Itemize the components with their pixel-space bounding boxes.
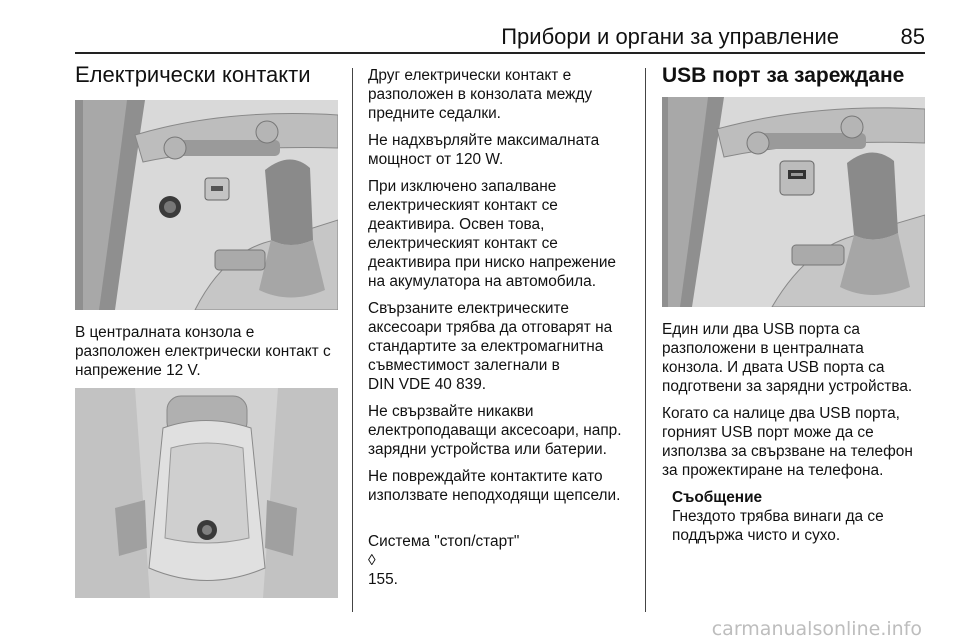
header-rule [75, 52, 925, 54]
figure-rear-outlet [75, 388, 338, 598]
section-heading-outlets: Електрически контакти [75, 62, 311, 87]
figure-usb-port [662, 97, 925, 307]
column-divider-left [352, 68, 353, 612]
power-outlet-console-illustration [75, 100, 338, 310]
cross-reference[interactable] [368, 513, 640, 589]
paragraph-4: Свързаните електрическите аксесоари трябва да отговарят на стандартите за електромагнитна съвместимост залегнали в DIN VDE 40 839. [368, 300, 613, 393]
usb-paragraph-1: Един или два USB порта са разположени в централната конзола. И двата USB порта са подготвени за зарядни устройства. [662, 321, 913, 395]
right-column-text [662, 320, 937, 545]
note-heading: Съобщение [672, 489, 763, 506]
section-heading-usb: USB порт за зареждане [662, 64, 905, 87]
caption-console-outlet: В централната конзола е разположен електрически контакт с напрежение 12 V. [75, 324, 331, 379]
paragraph-2: Не надхвърляйте максималната мощност от 120 W. [368, 132, 600, 168]
watermark: carmanualsonline.info [711, 618, 922, 640]
paragraph-1: Друг електрически контакт е разположен в конзолата между предните седалки. [368, 67, 593, 122]
reference-text: Система "стоп/старт" [368, 533, 520, 550]
paragraph-5: Не свързвайте никакви електроподаващи аксесоари, напр. зарядни устройства или батерии. [368, 403, 622, 458]
column-divider-right [645, 68, 646, 612]
rear-console-outlet-illustration [75, 388, 338, 598]
figure-console-outlet [75, 100, 338, 310]
header-title: Прибори и органи за управление [501, 24, 839, 49]
page-header [75, 22, 925, 50]
middle-column [368, 66, 640, 597]
note-body: Гнездото трябва винаги да се поддържа чисто и сухо. [672, 508, 884, 544]
reference-arrow-icon: ◊ [368, 552, 376, 569]
usb-paragraph-2: Когато са налице два USB порта, горният USB порт може да се използва за свързване на телефон за прожектиране на телефона. [662, 405, 913, 479]
paragraph-6: Не повреждайте контактите като използвате неподходящи щепсели. [368, 468, 621, 504]
reference-page: 155. [368, 571, 398, 588]
paragraph-3: При изключено запалване електрическият контакт се деактивира. Освен това, електрическият контакт се деактивира при ниско напрежение на акумулатора на автомобила. [368, 178, 616, 290]
usb-port-console-illustration [662, 97, 925, 307]
page-number: 85 [900, 24, 925, 49]
